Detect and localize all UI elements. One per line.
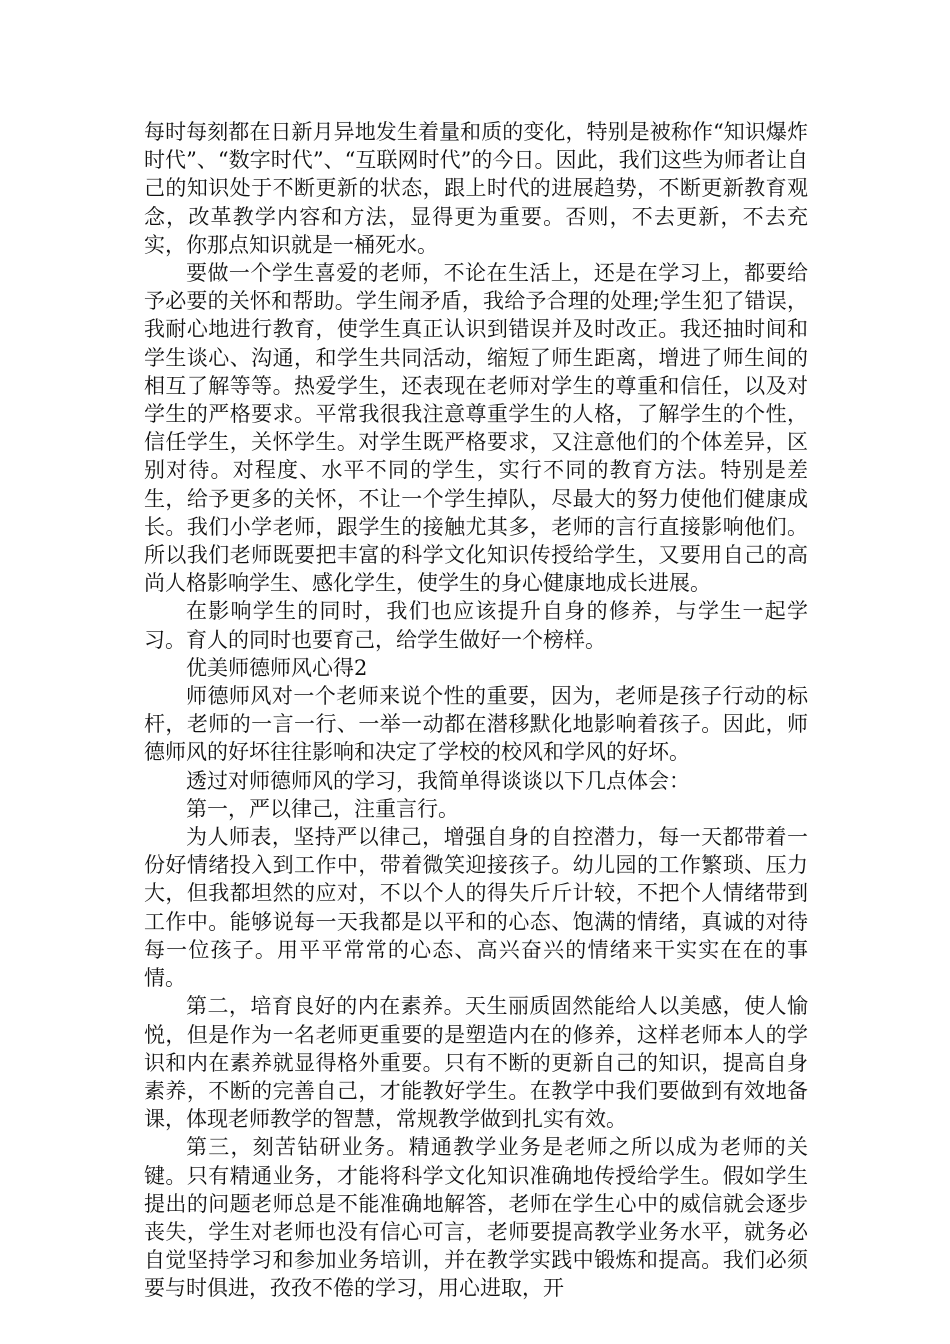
paragraph-care-for-students: 要做一个学生喜爱的老师，不论在生活上，还是在学习上，都要给予必要的关怀和帮助。学生闹矛盾，我给予合理的处理;学生犯了错误，我耐心地进行教育，使学生真正认识到错误并及时改正。我还抽时间和学生谈心、沟通，和学生共同活动，缩短了师生距离，增进了师生间的相互了解等等。热爱学生，还表现在老师对学生的尊重和信任，以及对学生的严格要求。平常我很我注意尊重学生的人格，了解学生的个性，信任学生，关怀学生。对学生既严格要求，又注意他们的个体差异，区别对待。对程度、水平不同的学生，实行不同的教育方法。特别是差生，给予更多的关怀，不让一个学生掉队，尽最大的努力使他们健康成长。我们小学老师，跟学生的接触尤其多，老师的言行直接影响他们。所以我们老师既要把丰富的科学文化知识传授给学生，又要用自己的高尚人格影响学生、感化学生，使学生的身心健康地成长进展。 [144, 261, 808, 596]
point-one-heading: 第一，严以律己，注重言行。 [186, 796, 459, 821]
paragraph-importance-of-ethics: 师德师风对一个老师来说个性的重要，因为，老师是孩子行动的标杆，老师的一言一行、一举一动都在潜移默化地影响着孩子。因此，师德师风的好坏往往影响和决定了学校的校风和学风的好坏。 [144, 684, 808, 765]
document-body [144, 118, 808, 1303]
paragraph-inner-quality: 第二，培育良好的内在素养。天生丽质固然能给人以美感，使人愉悦，但是作为一名老师更重要的是塑造内在的修养，这样老师本人的学识和内在素养就显得格外重要。只有不断的更新自己的知识，提高自身素养，不断的完善自己，才能教好学生。在教学中我们要做到有效地备课，体现老师教学的智慧，常规教学做到扎实有效。 [144, 994, 808, 1132]
section-heading: 优美师德师风心得2 [186, 655, 368, 680]
paragraph-self-improvement: 在影响学生的同时，我们也应该提升自身的修养，与学生一起学习。育人的同时也要育己，给学生做好一个榜样。 [144, 599, 808, 652]
paragraph-knowledge-update: 每时每刻都在日新月异地发生着量和质的变化，特别是被称作“知识爆炸时代”、“数字时代”、“互联网时代”的今日。因此，我们这些为师者让自己的知识处于不断更新的状态，跟上时代的进展趋势，不断更新教育观念，改革教学内容和方法，显得更为重要。否则，不去更新，不去充实，你那点知识就是一桶死水。 [144, 120, 808, 257]
paragraph-self-discipline: 为人师表，坚持严以律己，增强自身的自控潜力，每一天都带着一份好情绪投入到工作中，带着微笑迎接孩子。幼儿园的工作繁琐、压力大，但我都坦然的应对，不以个人的得失斤斤计较，不把个人情绪带到工作中。能够说每一天我都是以平和的心态、饱满的情绪，真诚的对待每一位孩子。用平平常常的心态、高兴奋兴的情绪来干实实在在的事情。 [144, 825, 808, 991]
paragraph-intro-points: 透过对师德师风的学习，我简单得谈谈以下几点体会： [186, 768, 690, 793]
paragraph-study-profession: 第三，刻苦钻研业务。精通教学业务是老师之所以成为老师的关键。只有精通业务，才能将科学文化知识准确地传授给学生。假如学生提出的问题老师总是不能准确地解答，老师在学生心中的威信就会逐步丧失，学生对老师也没有信心可言，老师要提高教学业务水平，就务必自觉坚持学习和参加业务培训，并在教学实践中锻炼和提高。我们必须要与时俱进，孜孜不倦的学习，用心进取，开 [144, 1135, 808, 1301]
